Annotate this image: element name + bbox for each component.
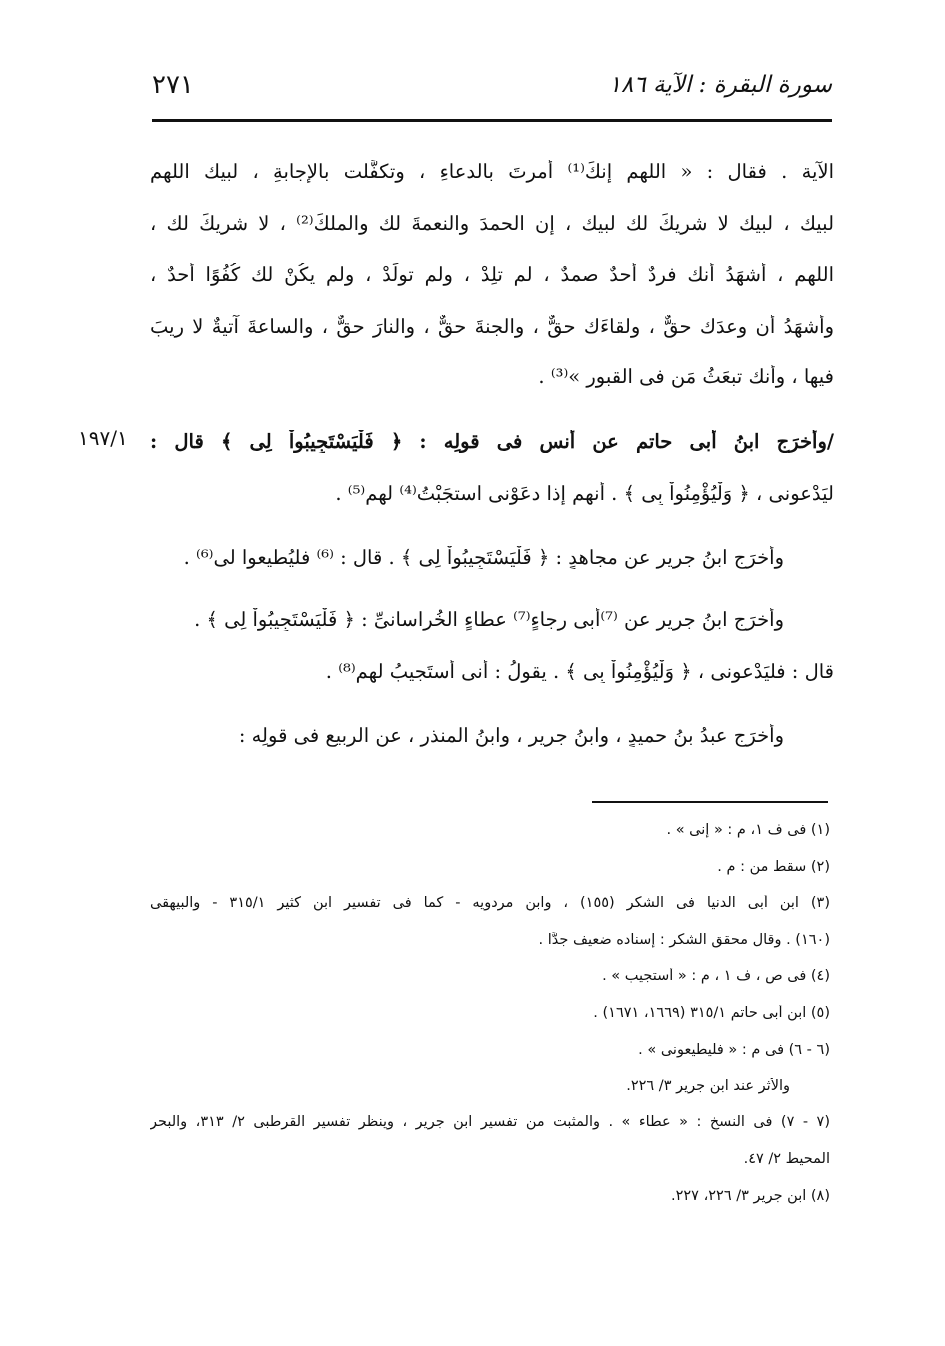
header-rule bbox=[152, 119, 832, 122]
body-line-2: لبيك ، لبيك لا شريكَ لك لبيك ، إن الحمدَ والنعمةَ لك والملكَ⁽²⁾ ، لا شريكَ لك ، bbox=[150, 212, 834, 235]
body-line-9: وأخرَج ابنُ جريرٍ عن ⁽⁷⁾أبى رجاءٍ⁽⁷⁾ عطاءٍ الخُراسانىِّ : ﴿ فَلْيَسْتَجِيبُواْ لِى ﴾ . bbox=[194, 608, 784, 631]
footnote-7-continued: المحيط ٢/ ٤٧. bbox=[743, 1151, 830, 1167]
body-line-3: اللهم ، أشهَدُ أنك فردٌ أحدٌ صمدٌ ، لم تلِدْ ، ولم تولَدْ ، ولم يكُنْ لك كُفُوًا أحدٌ ، bbox=[150, 263, 834, 286]
footnote-3: (٣) ابن أبى الدنيا فى الشكر (١٥٥) ، وابن مردويه - كما فى تفسير ابن كثير ٣١٥/١ - والبيهقى bbox=[150, 895, 830, 911]
footnote-2: (٢) سقط من : م . bbox=[717, 859, 830, 875]
body-line-8: وأخرَج ابنُ جريرٍ عن مجاهدٍ : ﴿ فَلْيَسْتَجِيبُواْ لِى ﴾ . قال : ⁽⁶⁾ فليُطيعوا لى⁽⁶⁾ . bbox=[183, 546, 784, 569]
page-header bbox=[152, 70, 832, 110]
body-line-5: فيها ، وأنك تبعَثُ مَن فى القبورِ »⁽³⁾ . bbox=[538, 365, 834, 388]
body-line-1: الآية . فقال : « اللهم إنكَ⁽¹⁾ أمرتَ بالدعاءِ ، وتكفَّلت بالإجابةِ ، لبيك اللهم bbox=[150, 160, 834, 183]
footnote-5: (٥) ابن أبى حاتم ٣١٥/١ (١٦٦٩، ١٦٧١) . bbox=[593, 1005, 830, 1021]
body-line-4: وأشهَدُ أن وعدَك حقٌّ ، ولقاءَك حقٌّ ، والجنةَ حقٌّ ، والنارَ حقٌّ ، والساعةَ آتيةٌ لا ريبَ bbox=[150, 315, 834, 338]
margin-reference: ١٩٧/١ bbox=[78, 426, 128, 450]
footnote-6: (٦ - ٦) فى م : « فليطيعونى » . bbox=[638, 1042, 830, 1058]
body-line-7: ليَدْعونى ، ﴿ وَلْيُؤْمِنُواْ بِى ﴾ . أنهم إذا دعَوْنى استجَبْتُ⁽⁴⁾ لهم⁽⁵⁾ . bbox=[335, 482, 834, 505]
footnote-4: (٤) فى ص ، ف ١ ، م : « أستجيب » . bbox=[602, 968, 830, 984]
body-line-6: /وأخرَج ابنُ أبى حاتمٍ عن أنسٍ فى قولِه : ﴿ فَلْيَسْتَجِيبُواْ لِى ﴾ قال : bbox=[150, 430, 834, 453]
page-number: ٢٧١ bbox=[152, 70, 194, 100]
footnote-8: (٨) ابن جرير ٣/ ٢٢٦، ٢٢٧. bbox=[670, 1188, 830, 1204]
footnote-separator bbox=[592, 801, 828, 803]
footnote-6-continued: والأثر عند ابن جرير ٣/ ٢٢٦. bbox=[626, 1078, 790, 1094]
footnote-7: (٧ - ٧) فى النسخ : « عطاء » . والمثبت من تفسير ابن جرير ، وينظر تفسير القرطبى ٢/ ٣١٣، والبحر bbox=[150, 1114, 830, 1130]
footnote-3-continued: (١٦٠) . وقال محقق الشكر : إسناده ضعيف جدًّا . bbox=[538, 932, 830, 948]
footnote-1: (١) فى ف ١، م : « إنى » . bbox=[666, 822, 830, 838]
running-title: سورة البقرة : الآية ١٨٦ bbox=[608, 72, 832, 98]
body-line-10: قال : فليَدْعونى ، ﴿ وَلْيُؤْمِنُواْ بِى ﴾ . يقولُ : أنى أَستَجيبُ لهم⁽⁸⁾ . bbox=[325, 660, 834, 683]
body-line-11: وأخرَج عبدُ بنُ حميدٍ ، وابنُ جريرٍ ، وابنُ المنذرِ ، عن الربيعِ فى قولِه : bbox=[238, 724, 784, 747]
